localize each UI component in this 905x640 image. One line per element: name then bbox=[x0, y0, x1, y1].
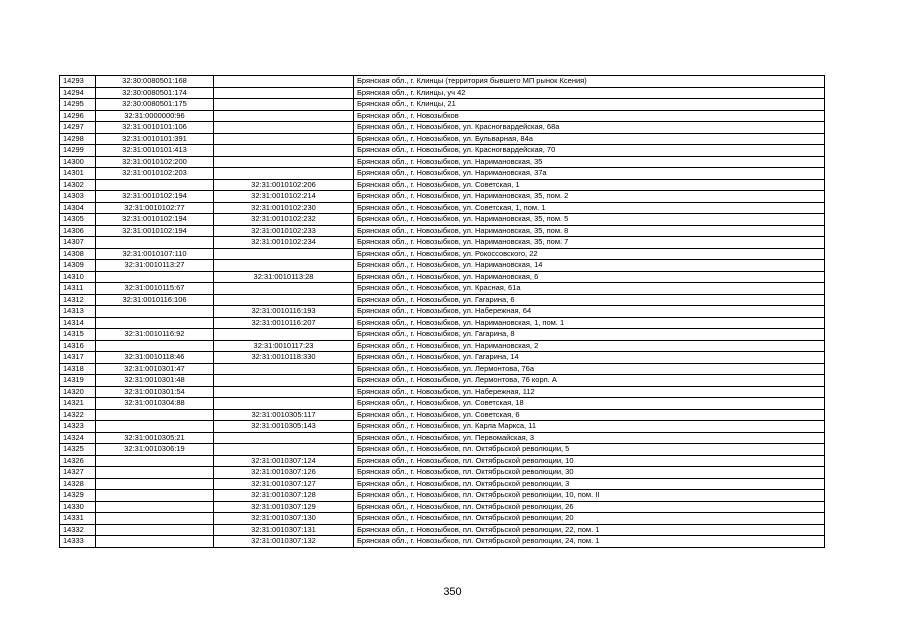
table-row bbox=[60, 76, 825, 88]
cadastral-number-cell bbox=[96, 179, 214, 191]
address-cell: Брянская обл., г. Новозыбков, ул. Бульварная, 84а bbox=[354, 133, 825, 145]
address-cell: Брянская обл., г. Клинцы (территория бывшего МП рынок Ксения) bbox=[354, 76, 825, 88]
table-row bbox=[60, 133, 825, 145]
table-row bbox=[60, 214, 825, 226]
table-row bbox=[60, 225, 825, 237]
object-cadastral-number-cell: 32:31:0010307:132 bbox=[214, 536, 354, 548]
address-cell: Брянская обл., г. Новозыбков, пл. Октябрьской революции, 10, пом. II bbox=[354, 490, 825, 502]
object-cadastral-number-cell: 32:31:0010307:131 bbox=[214, 524, 354, 536]
cadastral-number-cell bbox=[96, 306, 214, 318]
cadastral-number-cell bbox=[96, 409, 214, 421]
record-number-cell: 14325 bbox=[60, 444, 96, 456]
address-cell: Брянская обл., г. Новозыбков, ул. Наримановская, 35, пом. 5 bbox=[354, 214, 825, 226]
object-cadastral-number-cell: 32:31:0010102:233 bbox=[214, 225, 354, 237]
table-row bbox=[60, 99, 825, 111]
object-cadastral-number-cell bbox=[214, 248, 354, 260]
object-cadastral-number-cell bbox=[214, 87, 354, 99]
object-cadastral-number-cell: 32:31:0010102:234 bbox=[214, 237, 354, 249]
object-cadastral-number-cell bbox=[214, 99, 354, 111]
cadastral-number-cell: 32:31:0010304:88 bbox=[96, 398, 214, 410]
address-cell: Брянская обл., г. Новозыбков, ул. Наримановская, 6 bbox=[354, 271, 825, 283]
record-number-cell: 14318 bbox=[60, 363, 96, 375]
object-cadastral-number-cell bbox=[214, 386, 354, 398]
table-row bbox=[60, 421, 825, 433]
table-row bbox=[60, 306, 825, 318]
table-row bbox=[60, 179, 825, 191]
object-cadastral-number-cell bbox=[214, 133, 354, 145]
object-cadastral-number-cell: 32:31:0010116:193 bbox=[214, 306, 354, 318]
table-row bbox=[60, 260, 825, 272]
object-cadastral-number-cell: 32:31:0010307:127 bbox=[214, 478, 354, 490]
cadastral-number-cell: 32:31:0010107:110 bbox=[96, 248, 214, 260]
cadastral-number-cell: 32:31:0010101:391 bbox=[96, 133, 214, 145]
object-cadastral-number-cell bbox=[214, 110, 354, 122]
object-cadastral-number-cell bbox=[214, 168, 354, 180]
cadastral-number-cell bbox=[96, 237, 214, 249]
record-number-cell: 14299 bbox=[60, 145, 96, 157]
address-cell: Брянская обл., г. Новозыбков, ул. Рокоссовского, 22 bbox=[354, 248, 825, 260]
table-row bbox=[60, 513, 825, 525]
record-number-cell: 14301 bbox=[60, 168, 96, 180]
address-cell: Брянская обл., г. Новозыбков, ул. Наримановская, 35, пом. 8 bbox=[354, 225, 825, 237]
cadastral-number-cell bbox=[96, 490, 214, 502]
address-cell: Брянская обл., г. Новозыбков, ул. Красногвардейская, 70 bbox=[354, 145, 825, 157]
table-row bbox=[60, 283, 825, 295]
address-cell: Брянская обл., г. Новозыбков, ул. Набережная, 112 bbox=[354, 386, 825, 398]
object-cadastral-number-cell bbox=[214, 329, 354, 341]
record-number-cell: 14312 bbox=[60, 294, 96, 306]
table-row bbox=[60, 352, 825, 364]
record-number-cell: 14320 bbox=[60, 386, 96, 398]
object-cadastral-number-cell bbox=[214, 375, 354, 387]
address-cell: Брянская обл., г. Новозыбков bbox=[354, 110, 825, 122]
address-cell: Брянская обл., г. Новозыбков, пл. Октябрьской революции, 22, пом. 1 bbox=[354, 524, 825, 536]
record-number-cell: 14297 bbox=[60, 122, 96, 134]
address-cell: Брянская обл., г. Новозыбков, пл. Октябрьской революции, 30 bbox=[354, 467, 825, 479]
address-cell: Брянская обл., г. Новозыбков, ул. Наримановская, 14 bbox=[354, 260, 825, 272]
record-number-cell: 14327 bbox=[60, 467, 96, 479]
record-number-cell: 14319 bbox=[60, 375, 96, 387]
address-cell: Брянская обл., г. Новозыбков, ул. Наримановская, 37а bbox=[354, 168, 825, 180]
table-row bbox=[60, 536, 825, 548]
table-row bbox=[60, 490, 825, 502]
cadastral-number-cell: 32:31:0010113:27 bbox=[96, 260, 214, 272]
address-cell: Брянская обл., г. Новозыбков, пл. Октябрьской революции, 20 bbox=[354, 513, 825, 525]
address-cell: Брянская обл., г. Новозыбков, ул. Красная, 61а bbox=[354, 283, 825, 295]
object-cadastral-number-cell bbox=[214, 432, 354, 444]
table-row bbox=[60, 432, 825, 444]
object-cadastral-number-cell bbox=[214, 283, 354, 295]
table-row bbox=[60, 340, 825, 352]
table-row bbox=[60, 248, 825, 260]
address-cell: Брянская обл., г. Новозыбков, пл. Октябрьской революции, 5 bbox=[354, 444, 825, 456]
record-number-cell: 14332 bbox=[60, 524, 96, 536]
address-cell: Брянская обл., г. Новозыбков, пл. Октябрьской революции, 3 bbox=[354, 478, 825, 490]
record-number-cell: 14293 bbox=[60, 76, 96, 88]
record-number-cell: 14295 bbox=[60, 99, 96, 111]
address-cell: Брянская обл., г. Новозыбков, ул. Гагарина, 8 bbox=[354, 329, 825, 341]
address-cell: Брянская обл., г. Новозыбков, пл. Октябрьской революции, 26 bbox=[354, 501, 825, 513]
object-cadastral-number-cell: 32:31:0010307:129 bbox=[214, 501, 354, 513]
record-number-cell: 14311 bbox=[60, 283, 96, 295]
table-row bbox=[60, 501, 825, 513]
record-number-cell: 14316 bbox=[60, 340, 96, 352]
table-row bbox=[60, 122, 825, 134]
cadastral-number-cell: 32:31:0010102:200 bbox=[96, 156, 214, 168]
table-row bbox=[60, 329, 825, 341]
address-cell: Брянская обл., г. Новозыбков, ул. Гагарина, 14 bbox=[354, 352, 825, 364]
record-number-cell: 14315 bbox=[60, 329, 96, 341]
object-cadastral-number-cell bbox=[214, 398, 354, 410]
cadastral-number-cell: 32:31:0000000:96 bbox=[96, 110, 214, 122]
table-row bbox=[60, 444, 825, 456]
address-cell: Брянская обл., г. Клинцы, 21 bbox=[354, 99, 825, 111]
cadastral-number-cell bbox=[96, 513, 214, 525]
cadastral-number-cell bbox=[96, 501, 214, 513]
cadastral-number-cell: 32:30:0080501:174 bbox=[96, 87, 214, 99]
object-cadastral-number-cell: 32:31:0010113:28 bbox=[214, 271, 354, 283]
cadastral-number-cell bbox=[96, 478, 214, 490]
record-number-cell: 14326 bbox=[60, 455, 96, 467]
record-number-cell: 14306 bbox=[60, 225, 96, 237]
address-cell: Брянская обл., г. Новозыбков, ул. Лермонтова, 76а bbox=[354, 363, 825, 375]
object-cadastral-number-cell bbox=[214, 363, 354, 375]
address-cell: Брянская обл., г. Новозыбков, ул. Первомайская, 3 bbox=[354, 432, 825, 444]
cadastral-number-cell bbox=[96, 536, 214, 548]
cadastral-number-cell: 32:31:0010102:194 bbox=[96, 191, 214, 203]
address-cell: Брянская обл., г. Новозыбков, ул. Лермонтова, 76 корп. А bbox=[354, 375, 825, 387]
cadastral-number-cell: 32:31:0010102:203 bbox=[96, 168, 214, 180]
record-number-cell: 14313 bbox=[60, 306, 96, 318]
record-number-cell: 14305 bbox=[60, 214, 96, 226]
record-number-cell: 14331 bbox=[60, 513, 96, 525]
table-row bbox=[60, 191, 825, 203]
address-cell: Брянская обл., г. Новозыбков, ул. Карла Маркса, 11 bbox=[354, 421, 825, 433]
record-number-cell: 14294 bbox=[60, 87, 96, 99]
record-number-cell: 14310 bbox=[60, 271, 96, 283]
table-row bbox=[60, 271, 825, 283]
cadastral-number-cell: 32:31:0010115:67 bbox=[96, 283, 214, 295]
table-row bbox=[60, 237, 825, 249]
address-cell: Брянская обл., г. Новозыбков, ул. Наримановская, 35 bbox=[354, 156, 825, 168]
cadastral-number-cell bbox=[96, 467, 214, 479]
cadastral-number-cell: 32:31:0010306:19 bbox=[96, 444, 214, 456]
cadastral-number-cell: 32:31:0010305:21 bbox=[96, 432, 214, 444]
record-number-cell: 14314 bbox=[60, 317, 96, 329]
address-cell: Брянская обл., г. Новозыбков, пл. Октябрьской революции, 24, пом. 1 bbox=[354, 536, 825, 548]
table-row bbox=[60, 375, 825, 387]
object-cadastral-number-cell bbox=[214, 156, 354, 168]
table-row bbox=[60, 294, 825, 306]
address-cell: Брянская обл., г. Новозыбков, ул. Гагарина, 6 bbox=[354, 294, 825, 306]
record-number-cell: 14322 bbox=[60, 409, 96, 421]
record-number-cell: 14324 bbox=[60, 432, 96, 444]
record-number-cell: 14323 bbox=[60, 421, 96, 433]
object-cadastral-number-cell bbox=[214, 260, 354, 272]
record-number-cell: 14333 bbox=[60, 536, 96, 548]
cadastral-number-cell: 32:31:0010118:46 bbox=[96, 352, 214, 364]
address-cell: Брянская обл., г. Новозыбков, ул. Красногвардейская, 68а bbox=[354, 122, 825, 134]
table-row bbox=[60, 317, 825, 329]
table-row bbox=[60, 409, 825, 421]
table-row bbox=[60, 455, 825, 467]
address-cell: Брянская обл., г. Новозыбков, ул. Наримановская, 1, пом. 1 bbox=[354, 317, 825, 329]
table-row bbox=[60, 524, 825, 536]
table-row bbox=[60, 110, 825, 122]
cadastral-number-cell: 32:31:0010116:106 bbox=[96, 294, 214, 306]
record-number-cell: 14329 bbox=[60, 490, 96, 502]
record-number-cell: 14321 bbox=[60, 398, 96, 410]
cadastral-number-cell: 32:31:0010301:47 bbox=[96, 363, 214, 375]
address-cell: Брянская обл., г. Новозыбков, ул. Советская, 1 bbox=[354, 179, 825, 191]
registry-table bbox=[59, 75, 825, 548]
cadastral-number-cell bbox=[96, 271, 214, 283]
object-cadastral-number-cell: 32:31:0010117:23 bbox=[214, 340, 354, 352]
table-row bbox=[60, 145, 825, 157]
cadastral-number-cell: 32:30:0080501:168 bbox=[96, 76, 214, 88]
table-row bbox=[60, 363, 825, 375]
table-row bbox=[60, 478, 825, 490]
cadastral-number-cell bbox=[96, 340, 214, 352]
cadastral-number-cell bbox=[96, 421, 214, 433]
object-cadastral-number-cell: 32:31:0010102:214 bbox=[214, 191, 354, 203]
record-number-cell: 14330 bbox=[60, 501, 96, 513]
cadastral-number-cell bbox=[96, 455, 214, 467]
record-number-cell: 14317 bbox=[60, 352, 96, 364]
record-number-cell: 14304 bbox=[60, 202, 96, 214]
cadastral-number-cell: 32:31:0010101:413 bbox=[96, 145, 214, 157]
object-cadastral-number-cell: 32:31:0010305:117 bbox=[214, 409, 354, 421]
table-row bbox=[60, 202, 825, 214]
address-cell: Брянская обл., г. Новозыбков, ул. Наримановская, 2 bbox=[354, 340, 825, 352]
table-row bbox=[60, 386, 825, 398]
object-cadastral-number-cell: 32:31:0010307:124 bbox=[214, 455, 354, 467]
record-number-cell: 14303 bbox=[60, 191, 96, 203]
object-cadastral-number-cell: 32:31:0010305:143 bbox=[214, 421, 354, 433]
record-number-cell: 14302 bbox=[60, 179, 96, 191]
cadastral-number-cell bbox=[96, 524, 214, 536]
object-cadastral-number-cell bbox=[214, 76, 354, 88]
cadastral-number-cell bbox=[96, 317, 214, 329]
address-cell: Брянская обл., г. Новозыбков, ул. Советская, 18 bbox=[354, 398, 825, 410]
cadastral-number-cell: 32:30:0080501:175 bbox=[96, 99, 214, 111]
table-row bbox=[60, 156, 825, 168]
object-cadastral-number-cell: 32:31:0010102:232 bbox=[214, 214, 354, 226]
object-cadastral-number-cell: 32:31:0010102:206 bbox=[214, 179, 354, 191]
object-cadastral-number-cell: 32:31:0010307:128 bbox=[214, 490, 354, 502]
cadastral-number-cell: 32:31:0010102:194 bbox=[96, 225, 214, 237]
cadastral-number-cell: 32:31:0010301:48 bbox=[96, 375, 214, 387]
record-number-cell: 14296 bbox=[60, 110, 96, 122]
table-row bbox=[60, 398, 825, 410]
table-row bbox=[60, 168, 825, 180]
address-cell: Брянская обл., г. Новозыбков, ул. Наримановская, 35, пом. 7 bbox=[354, 237, 825, 249]
table-row bbox=[60, 467, 825, 479]
record-number-cell: 14298 bbox=[60, 133, 96, 145]
object-cadastral-number-cell: 32:31:0010118:330 bbox=[214, 352, 354, 364]
record-number-cell: 14300 bbox=[60, 156, 96, 168]
address-cell: Брянская обл., г. Новозыбков, ул. Наримановская, 35, пом. 2 bbox=[354, 191, 825, 203]
object-cadastral-number-cell bbox=[214, 145, 354, 157]
object-cadastral-number-cell bbox=[214, 122, 354, 134]
address-cell: Брянская обл., г. Новозыбков, ул. Советская, 6 bbox=[354, 409, 825, 421]
cadastral-number-cell: 32:31:0010116:92 bbox=[96, 329, 214, 341]
record-number-cell: 14309 bbox=[60, 260, 96, 272]
cadastral-number-cell: 32:31:0010301:54 bbox=[96, 386, 214, 398]
address-cell: Брянская обл., г. Новозыбков, пл. Октябрьской революции, 10 bbox=[354, 455, 825, 467]
registry-table-body bbox=[60, 76, 825, 548]
record-number-cell: 14328 bbox=[60, 478, 96, 490]
object-cadastral-number-cell: 32:31:0010307:130 bbox=[214, 513, 354, 525]
address-cell: Брянская обл., г. Новозыбков, ул. Набережная, 64 bbox=[354, 306, 825, 318]
address-cell: Брянская обл., г. Клинцы, уч 42 bbox=[354, 87, 825, 99]
cadastral-number-cell: 32:31:0010102:194 bbox=[96, 214, 214, 226]
object-cadastral-number-cell bbox=[214, 294, 354, 306]
object-cadastral-number-cell: 32:31:0010307:126 bbox=[214, 467, 354, 479]
object-cadastral-number-cell: 32:31:0010116:207 bbox=[214, 317, 354, 329]
record-number-cell: 14307 bbox=[60, 237, 96, 249]
page-number: 350 bbox=[443, 586, 462, 598]
address-cell: Брянская обл., г. Новозыбков, ул. Советская, 1, пом. 1 bbox=[354, 202, 825, 214]
cadastral-number-cell: 32:31:0010102:77 bbox=[96, 202, 214, 214]
table-row bbox=[60, 87, 825, 99]
record-number-cell: 14308 bbox=[60, 248, 96, 260]
cadastral-number-cell: 32:31:0010101:106 bbox=[96, 122, 214, 134]
object-cadastral-number-cell bbox=[214, 444, 354, 456]
object-cadastral-number-cell: 32:31:0010102:230 bbox=[214, 202, 354, 214]
